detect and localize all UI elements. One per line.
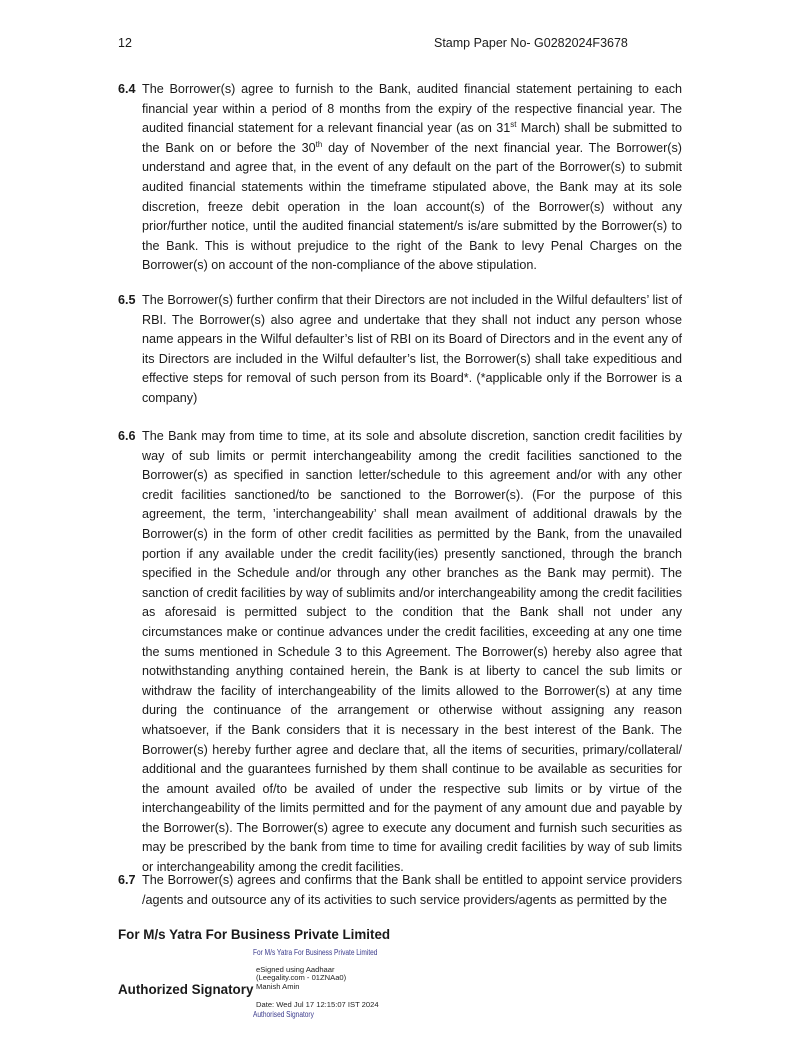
esign-line-2: (Leegality.com - 01ZNAa0) <box>256 973 347 983</box>
esign-details <box>256 966 346 991</box>
clause-number: 6.5 <box>118 293 136 307</box>
clause-text: The Borrower(s) further confirm that their Directors are not included in the Wilful defaulters’ list of RBI. The Borrower(s) also agree and undertake that they shall not induct any person whose name appears in the Wilful defaulter’s list of RBI on its Board of Directors and in the event any of its Directors are included in the Wilful defaulter’s list, the Borrower(s) shall take expeditious and effective steps for removal of such person from its Board*. (*applicable only if the Borrower is a company) <box>142 293 682 405</box>
clause-number: 6.7 <box>118 873 136 887</box>
clause-6-5 <box>118 291 682 409</box>
authorized-signatory-label: Authorized Signatory <box>118 982 254 997</box>
esign-stamp-role: Authorised Signatory <box>253 1010 314 1019</box>
clause-6-7 <box>118 871 682 910</box>
clause-number: 6.4 <box>118 82 136 96</box>
clause-text: The Borrower(s) agrees and confirms that the Bank shall be entitled to appoint service providers /agents and outsource any of its activities to such service providers/agents as permitted by the <box>142 873 682 907</box>
page-number: 12 <box>118 36 132 50</box>
clause-6-6 <box>118 427 682 878</box>
signature-company-line: For M/s Yatra For Business Private Limited <box>118 927 391 942</box>
clause-6-4 <box>118 80 682 276</box>
esign-line-1: eSigned using Aadhaar <box>256 965 335 974</box>
stamp-paper-number: Stamp Paper No- G0282024F3678 <box>434 36 628 50</box>
page-header <box>118 36 700 56</box>
esign-date: Date: Wed Jul 17 12:15:07 IST 2024 <box>256 1000 379 1009</box>
clause-text: The Bank may from time to time, at its sole and absolute discretion, sanction credit facilities by way of sub limits or permit interchangeability among the credit facilities sanctioned to the Borrower(s) as specified in sanction letter/schedule to this agreement and/or with any other credit facilities sanctioned/to be sanctioned to the Borrower(s). (For the purpose of this agreement, the term, ’interchangeability’ shall mean availment of additional drawals by the Borrower(s) in the form of other credit facilities as permitted by the Bank, from the unavailed portion if any available under the credit facility(ies) presently sanctioned, through the branch specified in the Schedule and/or through any other branches as the Bank may permit). The sanction of credit facilities by way of sublimits and/or interchangeability among the credit facilities as aforesaid is permitted subject to the condition that the Bank shall not under any circumstances make or continue advances under the credit facilities, exceeding at any one time the sums mentioned in Schedule 3 to this Agreement. The Borrower(s) hereby also agree that notwithstanding anything contained herein, the Bank is at liberty to cancel the sub limits or withdraw the facility of interchangeability of the limits allowed to the Borrower(s) at any time during the continuance of the arrangement or otherwise without assigning any reason whatsoever, if the Bank considers that it is necessary in the best interest of the Bank. The Borrower(s) hereby further agree and declare that, all the items of securities, primary/collateral/ additional and the guarantees furnished by them shall continue to be available as securities for the amount availed of/to be availed of under the respective sub limits or by virtue of the interchangeability of the limits permitted and for the payment of any amount due and payable by the Borrower(s). The Borrower(s) agree to execute any document and furnish such securities as may be prescribed by the bank from time to time for availing credit facilities by way of sub limits or interchangeability among the credit facilities. <box>142 429 682 875</box>
clause-number: 6.6 <box>118 429 136 443</box>
clause-text: The Borrower(s) agree to furnish to the Bank, audited financial statement pertaining to each financial year within a period of 8 months from the expiry of the respective financial year. The audited financial statement for a relevant financial year (as on 31st March) shall be submitted to the Bank on or before the 30th day of November of the next financial year. The Borrower(s) understand and agree that, in the event of any default on the part of the Borrower(s) to submit audited financial statements within the timeframe stipulated above, the Bank may at its sole discretion, freeze debit operation in the loan account(s) of the Borrower(s) without any prior/further notice, until the audited financial statement/s is/are submitted by the Borrower(s) to the Bank. This is without prejudice to the right of the Bank to levy Penal Charges on the Borrower(s) on account of the non-compliance of the above stipulation. <box>142 82 682 273</box>
esign-stamp-company: For M/s Yatra For Business Private Limited <box>253 948 378 957</box>
esign-line-3: Manish Amin <box>256 981 300 991</box>
